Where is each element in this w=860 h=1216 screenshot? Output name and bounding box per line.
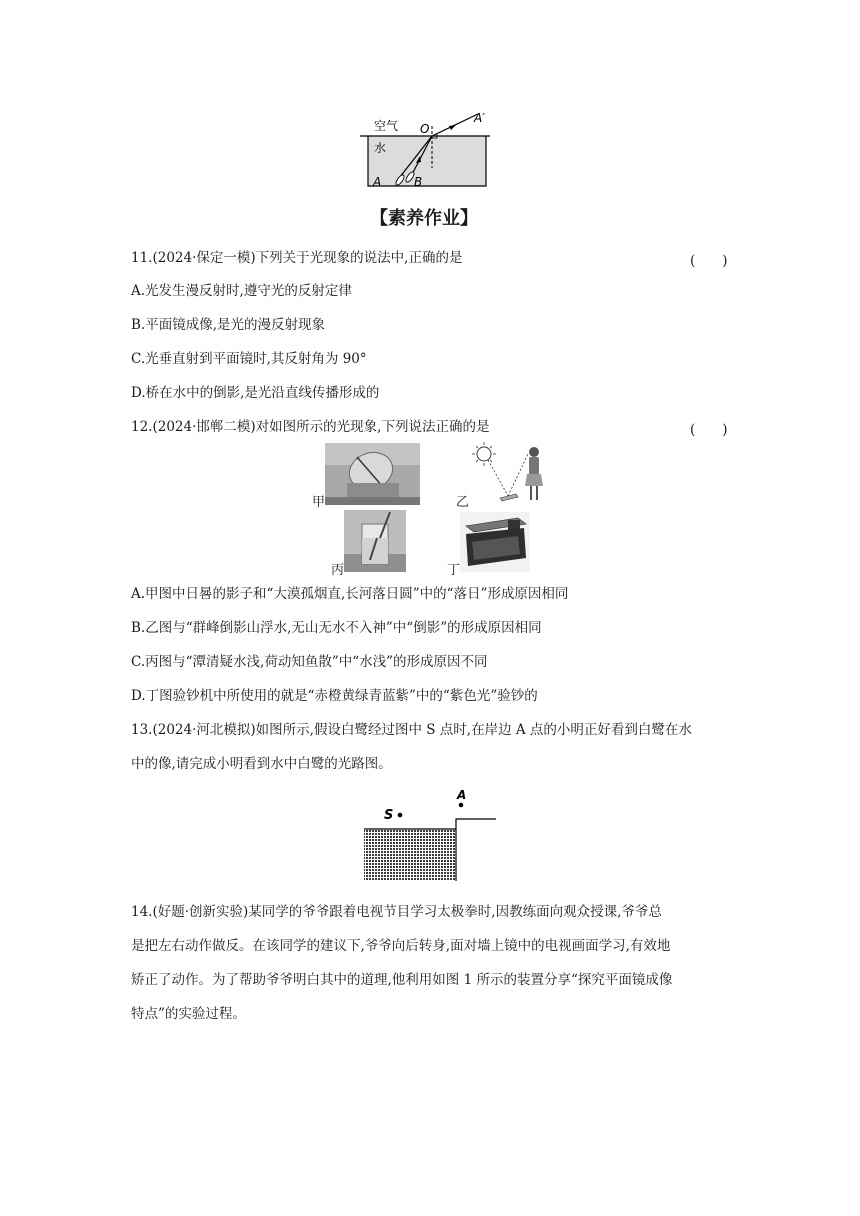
label-A-prime: A′ xyxy=(474,111,485,125)
label-O: O xyxy=(420,122,430,136)
q12-option-c: C.丙图与“潭清疑水浅,荷动知鱼散”中“水浅”的形成原因不同 xyxy=(131,654,488,670)
q14-line-1: 14.(好题·创新实验)某同学的爷爷跟着电视节目学习太极拳时,因教练面向观众授课,爷爷总 xyxy=(131,904,662,920)
q14-line-4: 特点”的实验过程。 xyxy=(131,1006,246,1022)
refracted-ray xyxy=(432,114,478,136)
q11-option-a: A.光发生漫反射时,遵守光的反射定律 xyxy=(131,283,352,299)
ray-to-mirror xyxy=(488,460,508,496)
egret-shore-figure xyxy=(360,785,500,885)
label-air: 空气 xyxy=(374,119,399,133)
q11-option-b: B.平面镜成像,是光的漫反射现象 xyxy=(131,317,326,333)
label-B: B xyxy=(414,175,423,189)
q14-line-2: 是把左右动作做反。在该同学的建议下,爷爷向后转身,面对墙上镜中的电视画面学习,有效地 xyxy=(131,938,671,954)
label-water: 水 xyxy=(374,141,387,155)
figure-label-jia: 甲 xyxy=(312,495,326,510)
q11-answer-paren: ( ) xyxy=(690,253,728,269)
q11-stem: 11.(2024·保定一模)下列关于光现象的说法中,正确的是 xyxy=(131,250,463,266)
sundial-base xyxy=(347,483,399,499)
girl-body xyxy=(529,457,539,475)
q12-option-b: B.乙图与“群峰倒影山浮水,无山无水不入神”中“倒影”的形成原因相同 xyxy=(131,620,542,636)
label-A: A xyxy=(457,788,467,802)
sun xyxy=(477,447,491,461)
section-title: 【素养作业】 xyxy=(370,208,478,229)
point-A xyxy=(459,803,464,808)
q11-option-d: D.桥在水中的倒影,是光沿直线传播形成的 xyxy=(131,385,380,401)
refraction-figure xyxy=(360,108,490,190)
q13-line-1: 13.(2024·河北模拟)如图所示,假设白鹭经过图中 S 点时,在岸边 A 点的小明正好看到白鹭在水 xyxy=(131,722,692,738)
label-A: A xyxy=(373,175,382,189)
mirror-reflection-image xyxy=(470,440,555,505)
q11-option-c: C.光垂直射到平面镜时,其反射角为 90° xyxy=(131,351,367,367)
q14-line-3: 矫正了动作。为了帮助爷爷明白其中的道理,他利用如图 1 所示的装置分享“探究平面镜成像 xyxy=(131,972,673,988)
q12-option-a: A.甲图中日晷的影子和“大漠孤烟直,长河落日圆”中的“落日”形成原因相同 xyxy=(131,586,569,602)
figure-label-bing: 丙 xyxy=(331,563,345,578)
detector-display xyxy=(508,520,520,530)
arrow-head-refracted xyxy=(449,125,456,130)
sundial-image xyxy=(325,443,420,505)
ray-to-eye xyxy=(508,454,528,496)
money-detector-image xyxy=(460,512,530,572)
q13-line-2: 中的像,请完成小明看到水中白鹭的光路图。 xyxy=(131,756,392,772)
q12-answer-paren: ( ) xyxy=(690,422,728,438)
q12-option-d: D.丁图验钞机中所使用的就是“赤橙黄绿青蓝紫”中的“紫色光”验钞的 xyxy=(131,688,538,704)
figure-label-yi: 乙 xyxy=(456,495,470,510)
water-area xyxy=(364,829,456,881)
girl-skirt xyxy=(525,474,543,486)
girl-head xyxy=(529,447,539,457)
sundial-ground xyxy=(325,497,420,505)
q12-stem: 12.(2024·邯郸二模)对如图所示的光现象,下列说法正确的是 xyxy=(131,419,490,435)
mirror xyxy=(500,494,518,501)
pencil-in-glass-image xyxy=(344,510,406,572)
point-S xyxy=(398,813,403,818)
label-S: S xyxy=(384,808,394,823)
figure-label-ding: 丁 xyxy=(447,563,461,578)
shore-outline xyxy=(456,819,496,881)
